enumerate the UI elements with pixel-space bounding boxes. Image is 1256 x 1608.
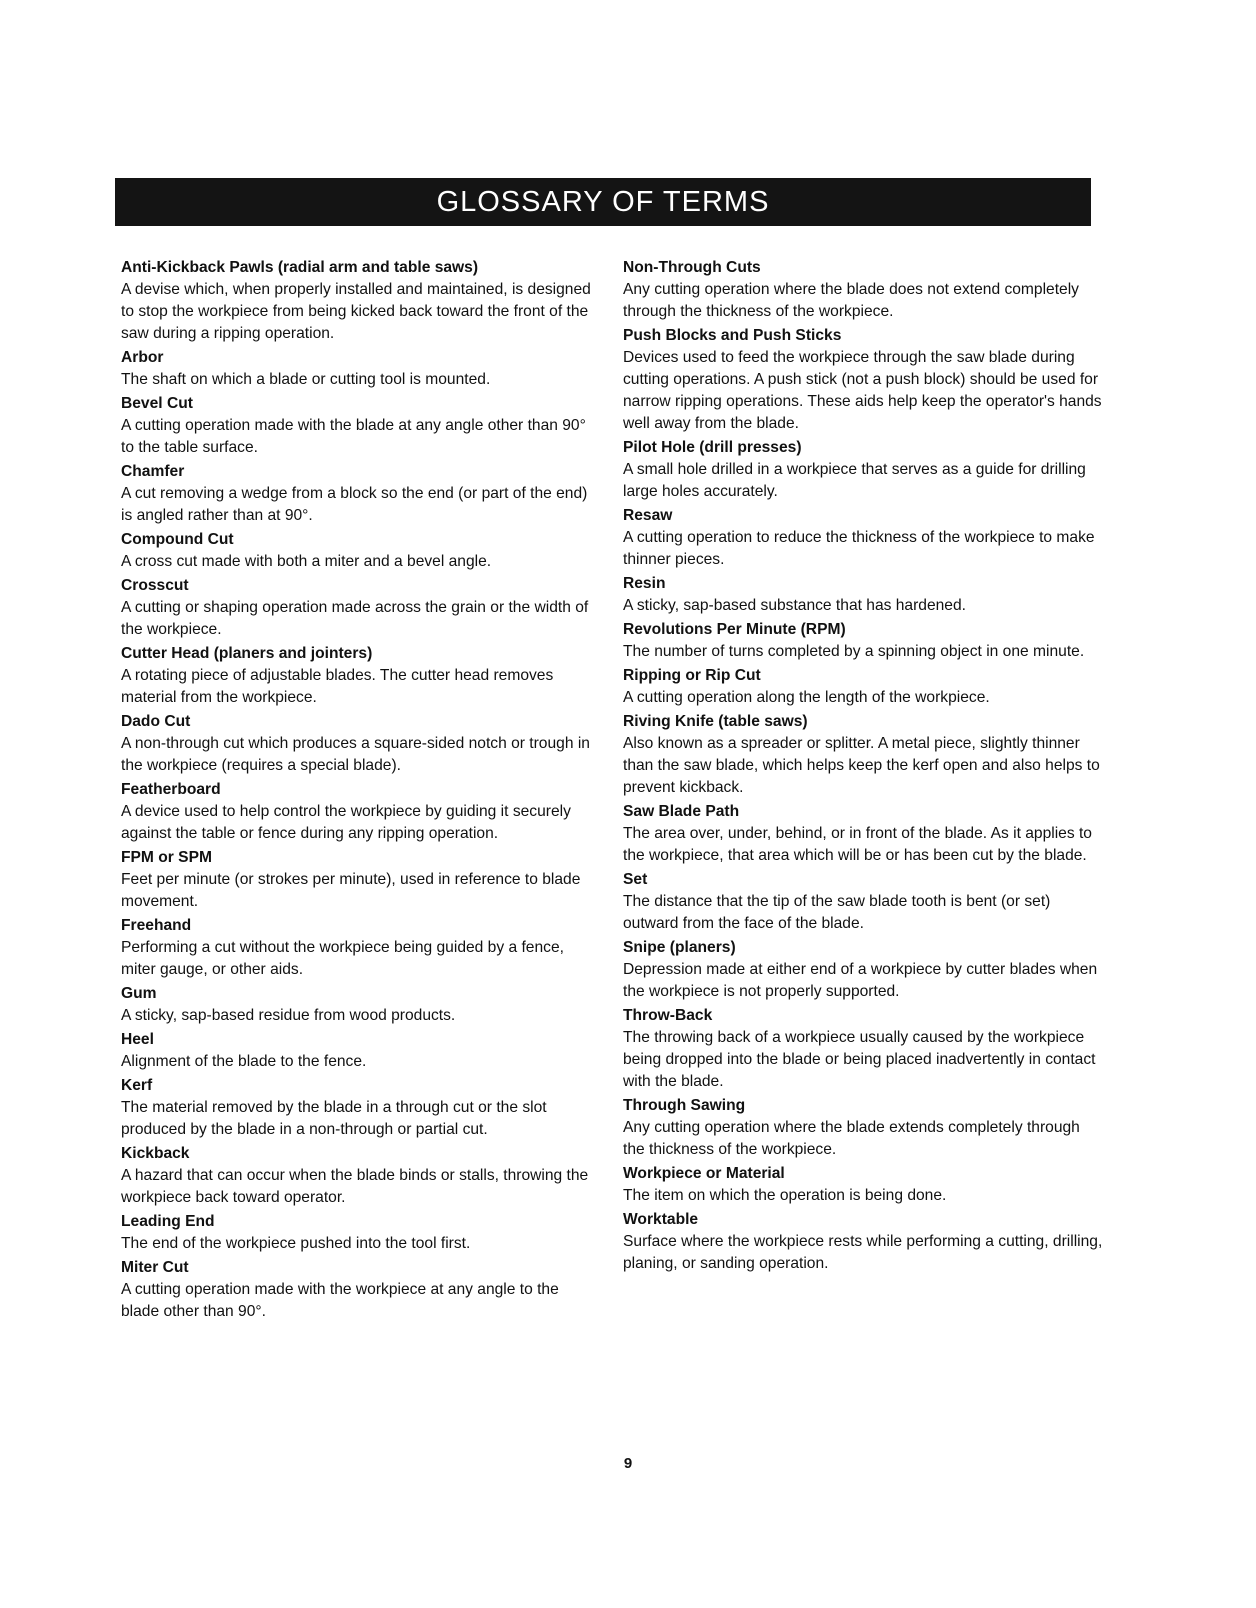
glossary-term: Leading End	[121, 1213, 215, 1230]
glossary-entry	[121, 1075, 601, 1141]
glossary-entry	[121, 915, 601, 981]
glossary-term: Worktable	[623, 1211, 699, 1228]
glossary-entry	[121, 711, 601, 777]
glossary-entry	[121, 529, 601, 573]
glossary-term: Ripping or Rip Cut	[623, 667, 761, 684]
glossary-term: Resaw	[623, 507, 673, 524]
glossary-definition: A rotating piece of adjustable blades. The cutter head removes material from the workpiece.	[121, 667, 554, 706]
glossary-entry	[121, 1257, 601, 1323]
glossary-entry	[121, 1211, 601, 1255]
glossary-definition: A sticky, sap-based substance that has hardened.	[623, 597, 966, 614]
glossary-entry	[623, 257, 1103, 323]
glossary-definition: Any cutting operation where the blade does not extend completely through the thickness of the workpiece.	[623, 281, 1079, 320]
glossary-entry	[623, 573, 1103, 617]
glossary-term: Dado Cut	[121, 713, 191, 730]
glossary-term: Resin	[623, 575, 666, 592]
glossary-definition: The distance that the tip of the saw blade tooth is bent (or set) outward from the face of the blade.	[623, 893, 1051, 932]
glossary-definition: A cutting or shaping operation made across the grain or the width of the workpiece.	[121, 599, 589, 638]
glossary-definition: A cutting operation made with the blade at any angle other than 90° to the table surface.	[121, 417, 586, 456]
glossary-definition: A small hole drilled in a workpiece that serves as a guide for drilling large holes accurately.	[623, 461, 1086, 500]
glossary-entry	[121, 575, 601, 641]
glossary-entry	[121, 347, 601, 391]
glossary-definition: A cut removing a wedge from a block so the end (or part of the end) is angled rather than at 90°.	[121, 485, 588, 524]
glossary-entry	[623, 1163, 1103, 1207]
glossary-entry	[623, 505, 1103, 571]
glossary-entry	[121, 1029, 601, 1073]
glossary-term: Snipe (planers)	[623, 939, 736, 956]
glossary-term: Kickback	[121, 1145, 190, 1162]
glossary-entry	[121, 983, 601, 1027]
glossary-term: Freehand	[121, 917, 192, 934]
glossary-definition: Performing a cut without the workpiece being guided by a fence, miter gauge, or other aids.	[121, 939, 564, 978]
glossary-definition: A cutting operation made with the workpiece at any angle to the blade other than 90°.	[121, 1281, 559, 1320]
glossary-definition: The item on which the operation is being done.	[623, 1187, 947, 1204]
glossary-term: Miter Cut	[121, 1259, 189, 1276]
glossary-definition: A cutting operation along the length of the workpiece.	[623, 689, 990, 706]
page-title: GLOSSARY OF TERMS	[436, 185, 770, 218]
glossary-definition: The material removed by the blade in a through cut or the slot produced by the blade in a non-through or partial cut.	[121, 1099, 547, 1138]
glossary-entry	[623, 437, 1103, 503]
glossary-term: Through Sawing	[623, 1097, 746, 1114]
glossary-term: Throw-Back	[623, 1007, 713, 1024]
glossary-entry	[121, 461, 601, 527]
glossary-definition: A cross cut made with both a miter and a bevel angle.	[121, 553, 492, 570]
glossary-definition: A cutting operation to reduce the thickness of the workpiece to make thinner pieces.	[623, 529, 1095, 568]
glossary-term: Chamfer	[121, 463, 185, 480]
glossary-entry	[623, 325, 1103, 435]
glossary-term: Compound Cut	[121, 531, 234, 548]
glossary-definition: A non-through cut which produces a square-sided notch or trough in the workpiece (requires a special blade).	[121, 735, 590, 774]
page-number: 9	[623, 1455, 633, 1472]
glossary-term: Heel	[121, 1031, 154, 1048]
glossary-entry	[623, 801, 1103, 867]
glossary-definition: The throwing back of a workpiece usually caused by the workpiece being dropped into the blade or being placed inadvertently in contact with the blade.	[623, 1029, 1096, 1090]
glossary-definition: A hazard that can occur when the blade binds or stalls, throwing the workpiece back toward operator.	[121, 1167, 589, 1206]
glossary-definition: A device used to help control the workpiece by guiding it securely against the table or fence during any ripping operation.	[121, 803, 571, 842]
glossary-entry	[623, 937, 1103, 1003]
glossary-term: Non-Through Cuts	[623, 259, 761, 276]
glossary-entry	[623, 1209, 1103, 1275]
glossary-term: Crosscut	[121, 577, 189, 594]
glossary-entry	[121, 779, 601, 845]
glossary-entry	[121, 847, 601, 913]
glossary-definition: Also known as a spreader or splitter. A metal piece, slightly thinner than the saw blade, which helps keep the kerf open and also helps to prevent kickback.	[623, 735, 1100, 796]
glossary-entry	[623, 869, 1103, 935]
glossary-definition: Feet per minute (or strokes per minute), used in reference to blade movement.	[121, 871, 581, 910]
glossary-definition: The area over, under, behind, or in front of the blade. As it applies to the workpiece, that area which will be or has been cut by the blade.	[623, 825, 1092, 864]
glossary-title-bar	[115, 178, 1091, 226]
glossary-definition: Any cutting operation where the blade extends completely through the thickness of the workpiece.	[623, 1119, 1080, 1158]
glossary-entry	[623, 1095, 1103, 1161]
glossary-term: Kerf	[121, 1077, 153, 1094]
glossary-entry	[623, 711, 1103, 799]
glossary-definition: Depression made at either end of a workpiece by cutter blades when the workpiece is not properly supported.	[623, 961, 1098, 1000]
glossary-entry	[121, 257, 601, 345]
glossary-entry	[623, 1005, 1103, 1093]
glossary-term: Saw Blade Path	[623, 803, 740, 820]
glossary-term: Arbor	[121, 349, 164, 366]
glossary-definition: The end of the workpiece pushed into the tool first.	[121, 1235, 471, 1252]
glossary-term: Push Blocks and Push Sticks	[623, 327, 842, 344]
glossary-definition: Surface where the workpiece rests while performing a cutting, drilling, planing, or sanding operation.	[623, 1233, 1103, 1272]
glossary-term: Cutter Head (planers and jointers)	[121, 645, 373, 662]
glossary-term: Bevel Cut	[121, 395, 193, 412]
glossary-term: Featherboard	[121, 781, 221, 798]
glossary-term: Workpiece or Material	[623, 1165, 785, 1182]
glossary-definition: A sticky, sap-based residue from wood products.	[121, 1007, 456, 1024]
glossary-definition: Alignment of the blade to the fence.	[121, 1053, 367, 1070]
glossary-term: Set	[623, 871, 648, 888]
glossary-left-column	[121, 257, 601, 1325]
glossary-term: Riving Knife (table saws)	[623, 713, 808, 730]
glossary-right-column	[623, 257, 1103, 1277]
glossary-term: Pilot Hole (drill presses)	[623, 439, 802, 456]
glossary-entry	[121, 393, 601, 459]
glossary-term: Anti-Kickback Pawls (radial arm and table saws)	[121, 259, 479, 276]
glossary-entry	[121, 1143, 601, 1209]
glossary-definition: Devices used to feed the workpiece through the saw blade during cutting operations. A push stick (not a push block) should be used for narrow ripping operations. These aids help keep the operator's hands well away from the blade.	[623, 349, 1102, 432]
glossary-entry	[121, 643, 601, 709]
glossary-definition: The shaft on which a blade or cutting tool is mounted.	[121, 371, 491, 388]
glossary-entry	[623, 665, 1103, 709]
glossary-definition: The number of turns completed by a spinning object in one minute.	[623, 643, 1085, 660]
glossary-term: Gum	[121, 985, 157, 1002]
glossary-term: FPM or SPM	[121, 849, 212, 866]
glossary-term: Revolutions Per Minute (RPM)	[623, 621, 846, 638]
glossary-definition: A devise which, when properly installed and maintained, is designed to stop the workpiece from being kicked back toward the front of the saw during a ripping operation.	[121, 281, 591, 342]
glossary-entry	[623, 619, 1103, 663]
